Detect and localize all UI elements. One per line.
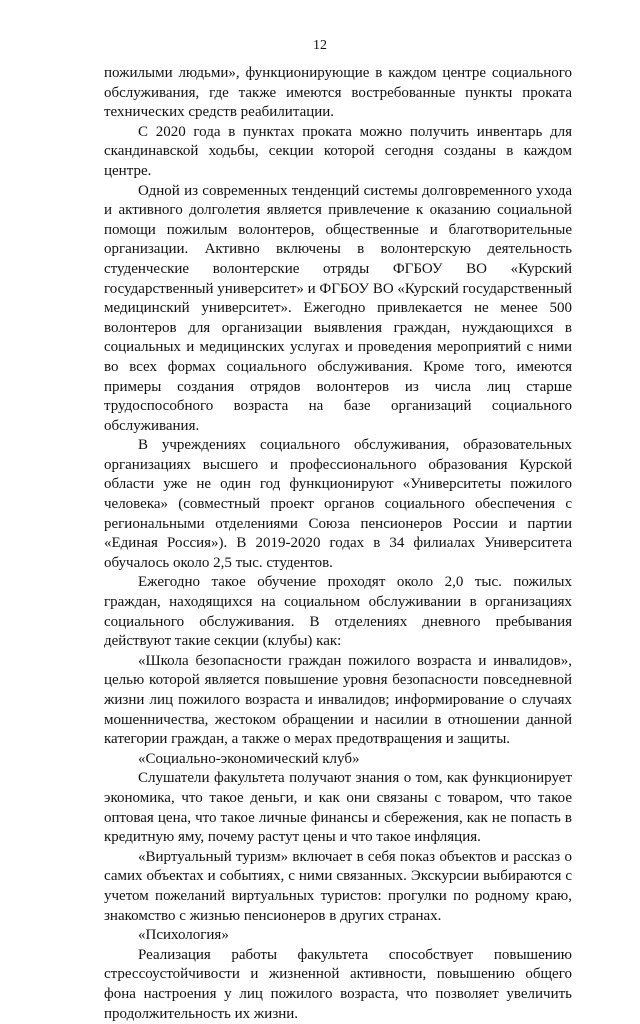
body-text [104, 64, 572, 1024]
page-number: 12 [313, 38, 327, 53]
paragraph-virtual-tourism: «Виртуальный туризм» включает в себя показ объектов и рассказ о самих объектах и событиях, с ними связанных. Экскурсии выбираются с учетом пожеланий виртуальных туристов: прогулки по родному краю, знакомство с жизнью пенсионеров в других странах. [104, 848, 572, 924]
paragraph-socio-economic-club: «Социально-экономический клуб» [138, 750, 360, 767]
paragraph-nordic-walking: С 2020 года в пунктах проката можно получить инвентарь для скандинавской ходьбы, секции которой сегодня созданы в каждом центре. [104, 123, 572, 179]
paragraph-psychology-heading: «Психология» [138, 927, 229, 944]
paragraph-universities: В учреждениях социального обслуживания, образовательных организациях высшего и профессионального образования Курской области уже не один год функционируют «Университеты пожилого человека» (совместный проект органов социального обеспечения с региональными отделениями Союза пенсионеров России и партии «Единая Россия»). В 2019-2020 годах в 34 филиалах Университета обучалось около 2,5 тыс. студентов. [104, 437, 572, 571]
paragraph-training: Ежегодно такое обучение проходят около 2,0 тыс. пожилых граждан, находящихся на социальном обслуживании в организациях социального обслуживания. В отделениях дневного пребывания действуют такие секции (клубы) как: [104, 574, 572, 650]
paragraph-economics: Слушатели факультета получают знания о том, как функционирует экономика, что такое деньги, и как они связаны с товаром, что такое оптовая цена, что такое личные финансы и сбережения, как не попасть в кредитную яму, почему растут цены и что такое инфляция. [104, 770, 572, 846]
paragraph-volunteers: Одной из современных тенденций системы долговременного ухода и активного долголетия является привлечение к оказанию социальной помощи пожилым волонтеров, общественные и благотворительные организации. Активно включены в волонтерскую деятельность студенческие волонтерские отряды ФГБОУ ВО «Курский государственный университет» и ФГБОУ ВО «Курский государственный медицинский университет». Ежегодно привлекается не менее 500 волонтеров для организации выявления граждан, нуждающихся в социальных и медицинских услугах и проведения мероприятий с ними во всех формах социального обслуживания. Кроме того, имеются примеры создания отрядов волонтеров из числа лиц старше трудоспособного возраста на базе организаций социального обслуживания. [104, 182, 573, 434]
paragraph-safety-school: «Школа безопасности граждан пожилого возраста и инвалидов», целью которой является повышение уровня безопасности повседневной жизни лиц пожилого возраста и инвалидов; информирование о случаях мошенничества, жестоком обращении и насилии в отношении данной категории граждан, а также о мерах предотвращения и защиты. [104, 652, 572, 748]
paragraph-continuation: пожилыми людьми», функционирующие в каждом центре социального обслуживания, где также имеются востребованные пункты проката технических средств реабилитации. [104, 65, 572, 121]
paragraph-psychology: Реализация работы факультета способствует повышению стрессоустойчивости и жизненной активности, повышению общего фона настроения у лиц пожилого возраста, что позволяет увеличить продолжительность их жизни. [104, 946, 572, 1022]
